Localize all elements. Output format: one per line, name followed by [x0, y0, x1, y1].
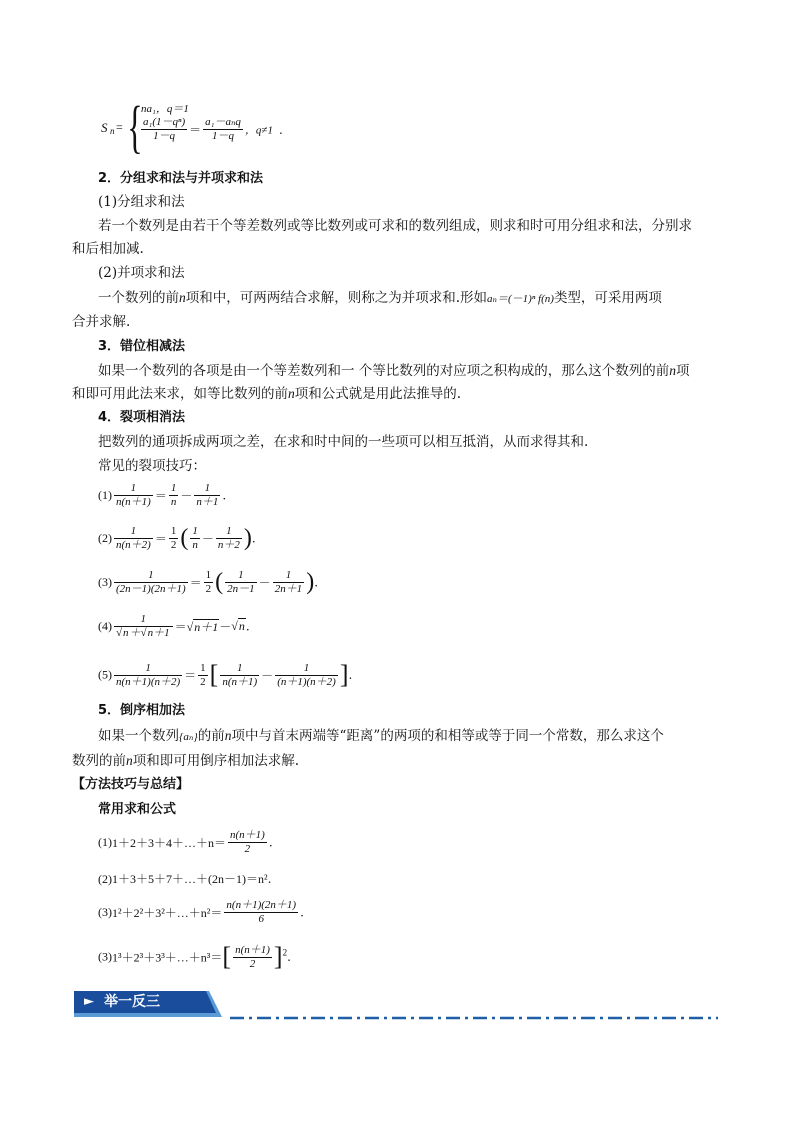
sec3-p2: 和即可用此法来求，如等比数列的前n项和公式就是用此法推导的.: [72, 386, 462, 402]
formula-3: (3) $\frac{1}{(2n-1)(2n+1)}$ ＝ $\frac{1}{2}$ ( $\frac{1}{2n-1}$ － $\frac{1}{2n+1}$ ).: [98, 569, 319, 595]
banner-arrow-icon: ►: [84, 994, 94, 1009]
sec4-p2: 常见的裂项技巧：: [98, 458, 206, 474]
section-banner: [74, 991, 224, 1021]
banner-label: 举一反三: [104, 994, 160, 1010]
sec2-p2a: 一个数列的前n项和中，可两两结合求解，则称之为并项求和.形如aₙ＝(－1)ⁿ f(n)类型，可采用两项: [98, 290, 662, 306]
banner-dash-line: [230, 1015, 720, 1021]
sec2-sub1: (1)分组求和法: [98, 194, 185, 210]
sec4-p1: 把数列的通项拆成两项之差，在求和时中间的一些项可以相互抵消，从而求得其和.: [98, 434, 589, 450]
summary-header: 【方法技巧与总结】: [72, 777, 190, 792]
sum-formula-4: (3)1³＋2³＋3³＋…＋n³＝[ $\frac{n(n+1)}{2}$ ]$^2$.: [98, 942, 291, 971]
sn-case2-frac2: a₁－aₙq 1－q: [205, 116, 241, 142]
sn-lhs: S: [101, 120, 108, 135]
sec5-title: 5．倒序相加法: [98, 703, 186, 718]
sec2-p1b: 和后相加减.: [72, 241, 144, 257]
sec2-sub2: (2)并项求和法: [98, 265, 185, 281]
sec5-p1: 如果一个数列{aₙ}的前n项中与首末两端等“距离”的两项的和相等或等于同一个常数，那么求这个: [98, 728, 664, 744]
formula-5: (5) $\frac{1}{n(n+1)(n+2)}$ ＝ $\frac{1}{2}$ [ $\frac{1}{n(n+1)}$ － $\frac{1}{(n+1)(n+2)}$ ].: [98, 660, 353, 689]
summary-sub: 常用求和公式: [98, 802, 177, 817]
sec5-p2: 数列的前n项和即可用倒序相加法求解.: [72, 753, 300, 769]
sn-case2-frac1: $\frac{\text{a₁(1－qⁿ)}}{1-q}$: [143, 116, 186, 142]
sec4-title: 4．裂项相消法: [98, 410, 186, 425]
sn-case1: na₁，q＝1: [141, 103, 189, 115]
sn-brace: {: [127, 94, 143, 159]
sum-formula-1: (1)1＋2＋3＋4＋…＋n＝ $\frac{n(n+1)}{2}$ .: [98, 829, 273, 855]
sn-case2: $\frac{\text{a₁(1－qⁿ)}}{1-q}$ ＝ a₁－aₙq 1－q ，q≠1 .: [143, 116, 283, 142]
sec2-p2b: 合并求解.: [72, 314, 131, 330]
formula-1: (1) $\frac{1}{n(n+1)}$ ＝ $\frac{1}{n}$ － $\frac{1}{n+1}$ .: [98, 482, 227, 508]
sec2-p1a: 若一个数列是由若干个等差数列或等比数列或可求和的数列组成，则求和时可用分组求和法，分别求: [98, 218, 692, 234]
formula-4: (4) $\frac{1}{√n+√n+1}$ ＝√n＋1－√n.: [98, 613, 250, 639]
sec3-title: 3．错位相减法: [98, 339, 186, 354]
sn-lhs-sub: n: [110, 126, 115, 136]
sum-formula-3: (3)1²＋2²＋3²＋…＋n²＝ $\frac{n(n+1)(2n+1)}{6}$ .: [98, 899, 304, 925]
sn-eq: =: [116, 120, 123, 134]
sec3-p1: 如果一个数列的各项是由一个等差数列和一 个等比数列的对应项之积构成的，那么这个数列的前n项: [98, 363, 690, 379]
formula-2: (2) $\frac{1}{n(n+2)}$ ＝ $\frac{1}{2}$ ( $\frac{1}{n}$ － $\frac{1}{n+2}$ ).: [98, 525, 256, 551]
sec2-title: 2．分组求和法与并项求和法: [98, 171, 264, 186]
sum-formula-2: (2)1＋3＋5＋7＋…＋(2n－1)＝n².: [98, 872, 272, 886]
